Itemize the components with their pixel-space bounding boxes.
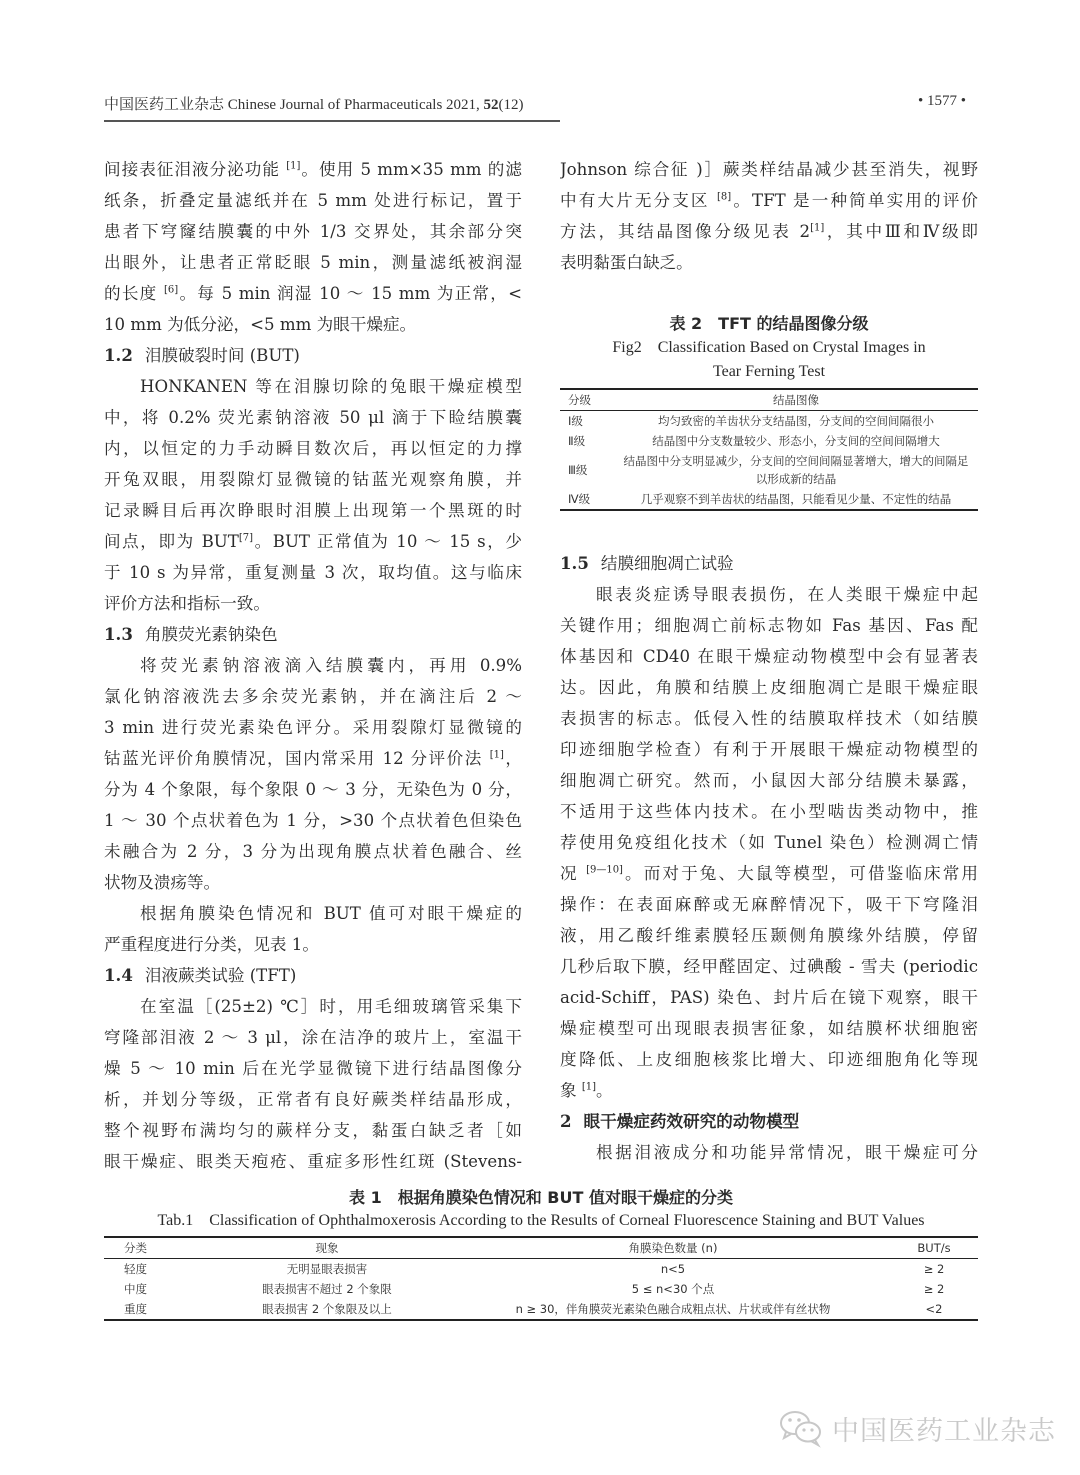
- section-title: 眼干燥症药效研究的动物模型: [583, 1111, 800, 1131]
- table-1: [104, 1186, 978, 1321]
- line-text-tail: 。BUT 正常值为 10 ～ 15 s，少: [253, 532, 522, 551]
- section-heading: [104, 619, 522, 650]
- line-text: 钴蓝光评价角膜情况，国内常采用 12 分评价法: [104, 749, 490, 768]
- line-text: 不适用于这些体内技术。在小型啮齿类动物中，推: [560, 802, 978, 821]
- right-column-top: [560, 154, 978, 278]
- text-line: [104, 1115, 522, 1146]
- text-line: [560, 734, 978, 765]
- line-text: 表明黏蛋白缺乏。: [560, 253, 693, 272]
- line-text: 开兔双眼，用裂隙灯显微镜的钴蓝光观察角膜，并: [104, 470, 522, 489]
- issue: (12): [498, 97, 524, 113]
- line-text: 中，将 0.2% 荧光素钠溶液 50 μl 滴于下睑结膜囊: [104, 408, 522, 427]
- text-line: [104, 991, 522, 1022]
- table-2-row: [560, 411, 978, 432]
- table-2-caption-cn: 表 2 TFT 的结晶图像分级: [669, 314, 869, 333]
- page-number: • 1577 •: [918, 93, 967, 109]
- section-title: 结膜细胞凋亡试验: [600, 554, 734, 573]
- section-heading: [104, 340, 522, 371]
- table-2-row: [560, 431, 978, 451]
- line-text: 间点，即为 BUT: [104, 532, 239, 551]
- volume: 52: [483, 97, 499, 113]
- text-line: [104, 185, 522, 216]
- table-2-row: [560, 489, 978, 510]
- text-line: [104, 681, 522, 712]
- table-1-grid: [104, 1236, 978, 1321]
- line-text: 于 10 s 为异常，重复测量 3 次，取均值。这与临床: [104, 563, 522, 582]
- text-line: [560, 889, 978, 920]
- table-2-header-image: 结晶图像: [773, 393, 819, 407]
- line-text: acid-Schiff，PAS) 染色、封片后在镜下观察，眼干: [560, 988, 978, 1007]
- line-text-tail: 。而对于兔、大鼠等模型，可借鉴临床常用: [622, 864, 978, 883]
- text-line: [104, 588, 522, 619]
- text-line: [560, 951, 978, 982]
- line-text: 操作：在表面麻醉或无麻醉情况下，吸干下穹隆泪: [560, 895, 978, 914]
- line-text: Johnson 综合征 )］蕨类样结晶减少甚至消失，视野: [560, 160, 978, 179]
- text-line: [560, 1044, 978, 1075]
- citation-ref[interactable]: [1]: [810, 222, 825, 234]
- line-text: 方法，其结晶图像分级见表 2: [560, 222, 811, 241]
- crystal-image-cell: 均匀致密的羊齿状分支结晶图，分支间的空间间隔很小: [658, 414, 934, 428]
- line-text: 中有大片无分支区: [560, 191, 718, 210]
- section-heading: [560, 548, 978, 579]
- grade-cell: Ⅰ级: [568, 414, 583, 428]
- line-text: 度降低、上皮细胞核浆比增大、印迹细胞角化等现: [560, 1050, 978, 1069]
- staining-count-cell: n<5: [660, 1262, 686, 1276]
- text-line: [104, 1022, 522, 1053]
- line-text: 燥 5 ～ 10 min 后在光学显微镜下进行结晶图像分: [104, 1059, 522, 1078]
- line-text-tail: ，: [503, 749, 522, 768]
- line-text: 将荧光素钠溶液滴入结膜囊内，再用 0.9%: [140, 656, 522, 675]
- line-text: 纸条，折叠定量滤纸并在 5 mm 处进行标记，置于: [104, 191, 522, 210]
- text-line: [560, 827, 978, 858]
- text-line: [104, 1053, 522, 1084]
- table-2: [560, 312, 978, 511]
- table-2-grid: [560, 388, 978, 511]
- line-text: 整个视野布满均匀的蕨样分支，黏蛋白缺乏者［如: [104, 1121, 522, 1140]
- table-2-caption-en-line2: Tear Ferning Test: [712, 363, 826, 380]
- text-line: [104, 774, 522, 805]
- text-line: [560, 982, 978, 1013]
- crystal-image-cell: 结晶图中分支明显减少，分支间的空间间隔显著增大，增大的间隔足以形成新的结晶: [623, 454, 969, 486]
- grade-cell: Ⅳ级: [568, 492, 591, 506]
- line-text: 根据泪液成分和功能异常情况，眼干燥症可分: [596, 1143, 978, 1162]
- text-line: [104, 495, 522, 526]
- line-text: 穹隆部泪液 2 ～ 3 μl，涂在洁净的玻片上，室温干: [104, 1028, 522, 1047]
- text-line: [560, 216, 978, 247]
- table-1-header-but: BUT/s: [917, 1241, 951, 1255]
- line-text: 析，并划分等级，正常者有良好蕨类样结晶形成，: [104, 1090, 522, 1109]
- crystal-image-cell: 几乎观察不到羊齿状的结晶图，只能看见少量、不定性的结晶: [640, 492, 952, 506]
- line-text-tail: 。: [596, 1081, 613, 1100]
- staining-count-cell: 5 ≤ n<30 个点: [631, 1282, 715, 1296]
- line-text-tail: 。TFT 是一种简单实用的评价: [731, 191, 978, 210]
- line-text: 象: [560, 1081, 582, 1100]
- phenomenon-cell: 无明显眼表损害: [286, 1262, 368, 1276]
- line-text: 燥症模型可出现眼表损害征象，如结膜杯状细胞密: [560, 1019, 978, 1038]
- text-line: [560, 703, 978, 734]
- citation-ref[interactable]: [1]: [581, 1081, 597, 1093]
- text-line: [104, 371, 522, 402]
- line-text: HONKANEN 等在泪腺切除的兔眼干燥症模型: [140, 377, 522, 396]
- line-text-tail: 。每 5 min 润湿 10 ～ 15 mm 为正常，<: [178, 284, 522, 303]
- table-2-row: [560, 451, 978, 489]
- line-text: 眼干燥症、眼类天疱疮、重症多形性红斑 (Stevens-: [104, 1152, 522, 1171]
- line-text: 液，用乙酸纤维素膜轻压颞侧角膜缘外结膜，停留: [560, 926, 978, 945]
- line-text: 3 min 进行荧光素染色评分。采用裂隙灯显微镜的: [104, 718, 522, 737]
- section-title: 泪膜破裂时间 (BUT): [144, 346, 300, 365]
- line-text: 10 mm 为低分泌，<5 mm 为眼干燥症。: [104, 315, 417, 334]
- text-line: [104, 743, 522, 774]
- text-line: [104, 805, 522, 836]
- section-title: 角膜荧光素钠染色: [144, 625, 278, 644]
- line-text: 患者下穹窿结膜囊的中外 1/3 交界处，其余部分突: [104, 222, 522, 241]
- but-cell: ≥ 2: [923, 1262, 945, 1276]
- crystal-image-cell: 结晶图中分支数量较少、形态小，分支间的空间间隔增大: [652, 434, 940, 448]
- line-text: 分为 4 个象限，每个象限 0 ～ 3 分，无染色为 0 分，: [104, 780, 522, 799]
- table-1-header-category: 分类: [124, 1241, 147, 1255]
- line-text: 评价方法和指标一致。: [104, 594, 270, 613]
- line-text: 达。因此，角膜和结膜上皮细胞凋亡是眼干燥症眼: [560, 678, 978, 697]
- line-text: 荐使用免疫组化技术（如 Tunel 染色）检测凋亡情: [560, 833, 978, 852]
- text-line: [560, 1137, 978, 1168]
- text-line: [104, 650, 522, 681]
- section-number: 2: [560, 1111, 572, 1131]
- citation-ref[interactable]: [1]: [286, 160, 301, 172]
- category-cell: 轻度: [124, 1262, 147, 1276]
- text-line: [104, 402, 522, 433]
- citation-ref[interactable]: [9—10]: [586, 864, 623, 876]
- text-line: [104, 309, 522, 340]
- table-1-caption-en: Tab.1 Classification of Ophthalmoxerosis According to the Results of Corneal Fluorescence Staining and BUT Values: [157, 1212, 925, 1229]
- table-1-row: [104, 1259, 978, 1280]
- but-cell: <2: [925, 1302, 943, 1316]
- citation-ref[interactable]: [7]: [238, 532, 254, 544]
- table-1-row: [104, 1299, 978, 1320]
- text-line: [104, 1146, 522, 1177]
- citation-ref[interactable]: [1]: [489, 749, 504, 761]
- but-cell: ≥ 2: [923, 1282, 945, 1296]
- phenomenon-cell: 眼表损害不超过 2 个象限: [262, 1282, 392, 1296]
- text-line: [560, 247, 978, 278]
- section-heading: [560, 1106, 978, 1137]
- text-line: [560, 610, 978, 641]
- citation-ref[interactable]: [8]: [717, 191, 732, 203]
- line-text: 表损害的标志。低侵入性的结膜取样技术（如结膜: [560, 709, 978, 728]
- text-line: [104, 712, 522, 743]
- line-text: 未融合为 2 分，3 分为出现角膜点状着色融合、丝: [104, 842, 522, 861]
- text-line: [560, 796, 978, 827]
- table-2-header-row: [560, 389, 978, 411]
- category-cell: 中度: [124, 1282, 147, 1296]
- line-text: 间接表征泪液分泌功能: [104, 160, 287, 179]
- section-number: 1.3: [104, 624, 133, 644]
- table-2-header-grade: 分级: [568, 393, 591, 407]
- right-column-bottom: [560, 548, 978, 1168]
- text-line: [560, 1013, 978, 1044]
- text-line: [104, 433, 522, 464]
- line-text: 况: [560, 864, 587, 883]
- text-line: [560, 858, 978, 889]
- text-line: [104, 836, 522, 867]
- left-column: [104, 154, 522, 1177]
- line-text: 体基因和 CD40 在眼干燥症动物模型中会有显著表: [560, 647, 978, 666]
- grade-cell: Ⅱ级: [568, 434, 586, 448]
- phenomenon-cell: 眼表损害 2 个象限及以上: [262, 1302, 392, 1316]
- line-text: 印迹细胞学检查）有利于开展眼干燥症动物模型的: [560, 740, 978, 759]
- text-line: [560, 154, 978, 185]
- table-1-header-row: [104, 1237, 978, 1259]
- staining-count-cell: n ≥ 30，伴角膜荧光素染色融合成粗点状、片状或伴有丝状物: [515, 1302, 831, 1316]
- line-text: 根据角膜染色情况和 BUT 值可对眼干燥症的: [140, 904, 522, 923]
- line-text: 状物及溃疡等。: [104, 873, 221, 892]
- text-line: [560, 672, 978, 703]
- category-cell: 重度: [124, 1302, 147, 1316]
- text-line: [560, 1075, 978, 1106]
- line-text: 关键作用；细胞凋亡前标志物如 Fas 基因、Fas 配: [560, 616, 978, 635]
- table-1-caption-cn: 表 1 根据角膜染色情况和 BUT 值对眼干燥症的分类: [349, 1188, 733, 1207]
- text-line: [560, 765, 978, 796]
- section-number: 1.5: [560, 553, 589, 573]
- text-line: [104, 247, 522, 278]
- journal-name-cn: 中国医药工业杂志: [104, 97, 225, 113]
- line-text-tail: 。使用 5 mm×35 mm 的滤: [300, 160, 522, 179]
- text-line: [104, 216, 522, 247]
- text-line: [104, 464, 522, 495]
- line-text: 在室温［(25±2) ℃］时，用毛细玻璃管采集下: [140, 997, 522, 1016]
- text-line: [104, 898, 522, 929]
- section-heading: [104, 960, 522, 991]
- text-line: [560, 920, 978, 951]
- line-text: 的长度: [104, 284, 165, 303]
- line-text: 内，以恒定的力手动瞬目数次后，再以恒定的力撑: [104, 439, 522, 458]
- line-text: 出眼外，让患者正常眨眼 5 min，测量滤纸被润湿: [104, 253, 522, 272]
- text-line: [104, 278, 522, 309]
- text-line: [560, 579, 978, 610]
- text-line: [560, 185, 978, 216]
- journal-name-en: Chinese Journal of Pharmaceuticals 2021,: [227, 97, 480, 113]
- table-2-caption-en-line1: Fig2 Classification Based on Crystal Images in: [612, 339, 926, 356]
- line-text: 细胞凋亡研究。然而，小鼠因大部分结膜未暴露，: [560, 771, 978, 790]
- table-1-row: [104, 1279, 978, 1299]
- line-text: 氯化钠溶液洗去多余荧光素钠，并在滴注后 2 ～: [104, 687, 522, 706]
- text-line: [104, 154, 522, 185]
- citation-ref[interactable]: [6]: [164, 284, 179, 296]
- line-text: 严重程度进行分类，见表 1。: [104, 935, 319, 954]
- table-1-header-staining-count: 角膜染色数量 (n): [628, 1241, 718, 1255]
- text-line: [104, 1084, 522, 1115]
- text-line: [104, 557, 522, 588]
- grade-cell: Ⅲ级: [568, 463, 588, 477]
- text-line: [104, 929, 522, 960]
- line-text-tail: ，其中Ⅲ和Ⅳ级即: [824, 222, 978, 241]
- line-text: 1 ～ 30 个点状着色为 1 分，>30 个点状着色但染色: [104, 811, 522, 830]
- line-text: 记录瞬目后再次睁眼时泪膜上出现第一个黑斑的时: [104, 501, 522, 520]
- table-1-header-phenomenon: 现象: [315, 1241, 339, 1255]
- text-line: [560, 641, 978, 672]
- text-line: [104, 867, 522, 898]
- line-text: 几秒后取下膜，经甲醛固定、过碘酸 - 雪夫 (periodic: [560, 957, 978, 976]
- running-header: [104, 93, 560, 122]
- watermark-text: 中国医药工业杂志: [832, 1415, 1056, 1447]
- wechat-icon: [778, 1408, 824, 1448]
- section-number: 1.2: [104, 345, 133, 365]
- line-text: 眼表炎症诱导眼表损伤，在人类眼干燥症中起: [596, 585, 978, 604]
- section-title: 泪液蕨类试验 (TFT): [144, 966, 297, 985]
- section-number: 1.4: [104, 965, 133, 985]
- text-line: [104, 526, 522, 557]
- watermark: [778, 1408, 1056, 1448]
